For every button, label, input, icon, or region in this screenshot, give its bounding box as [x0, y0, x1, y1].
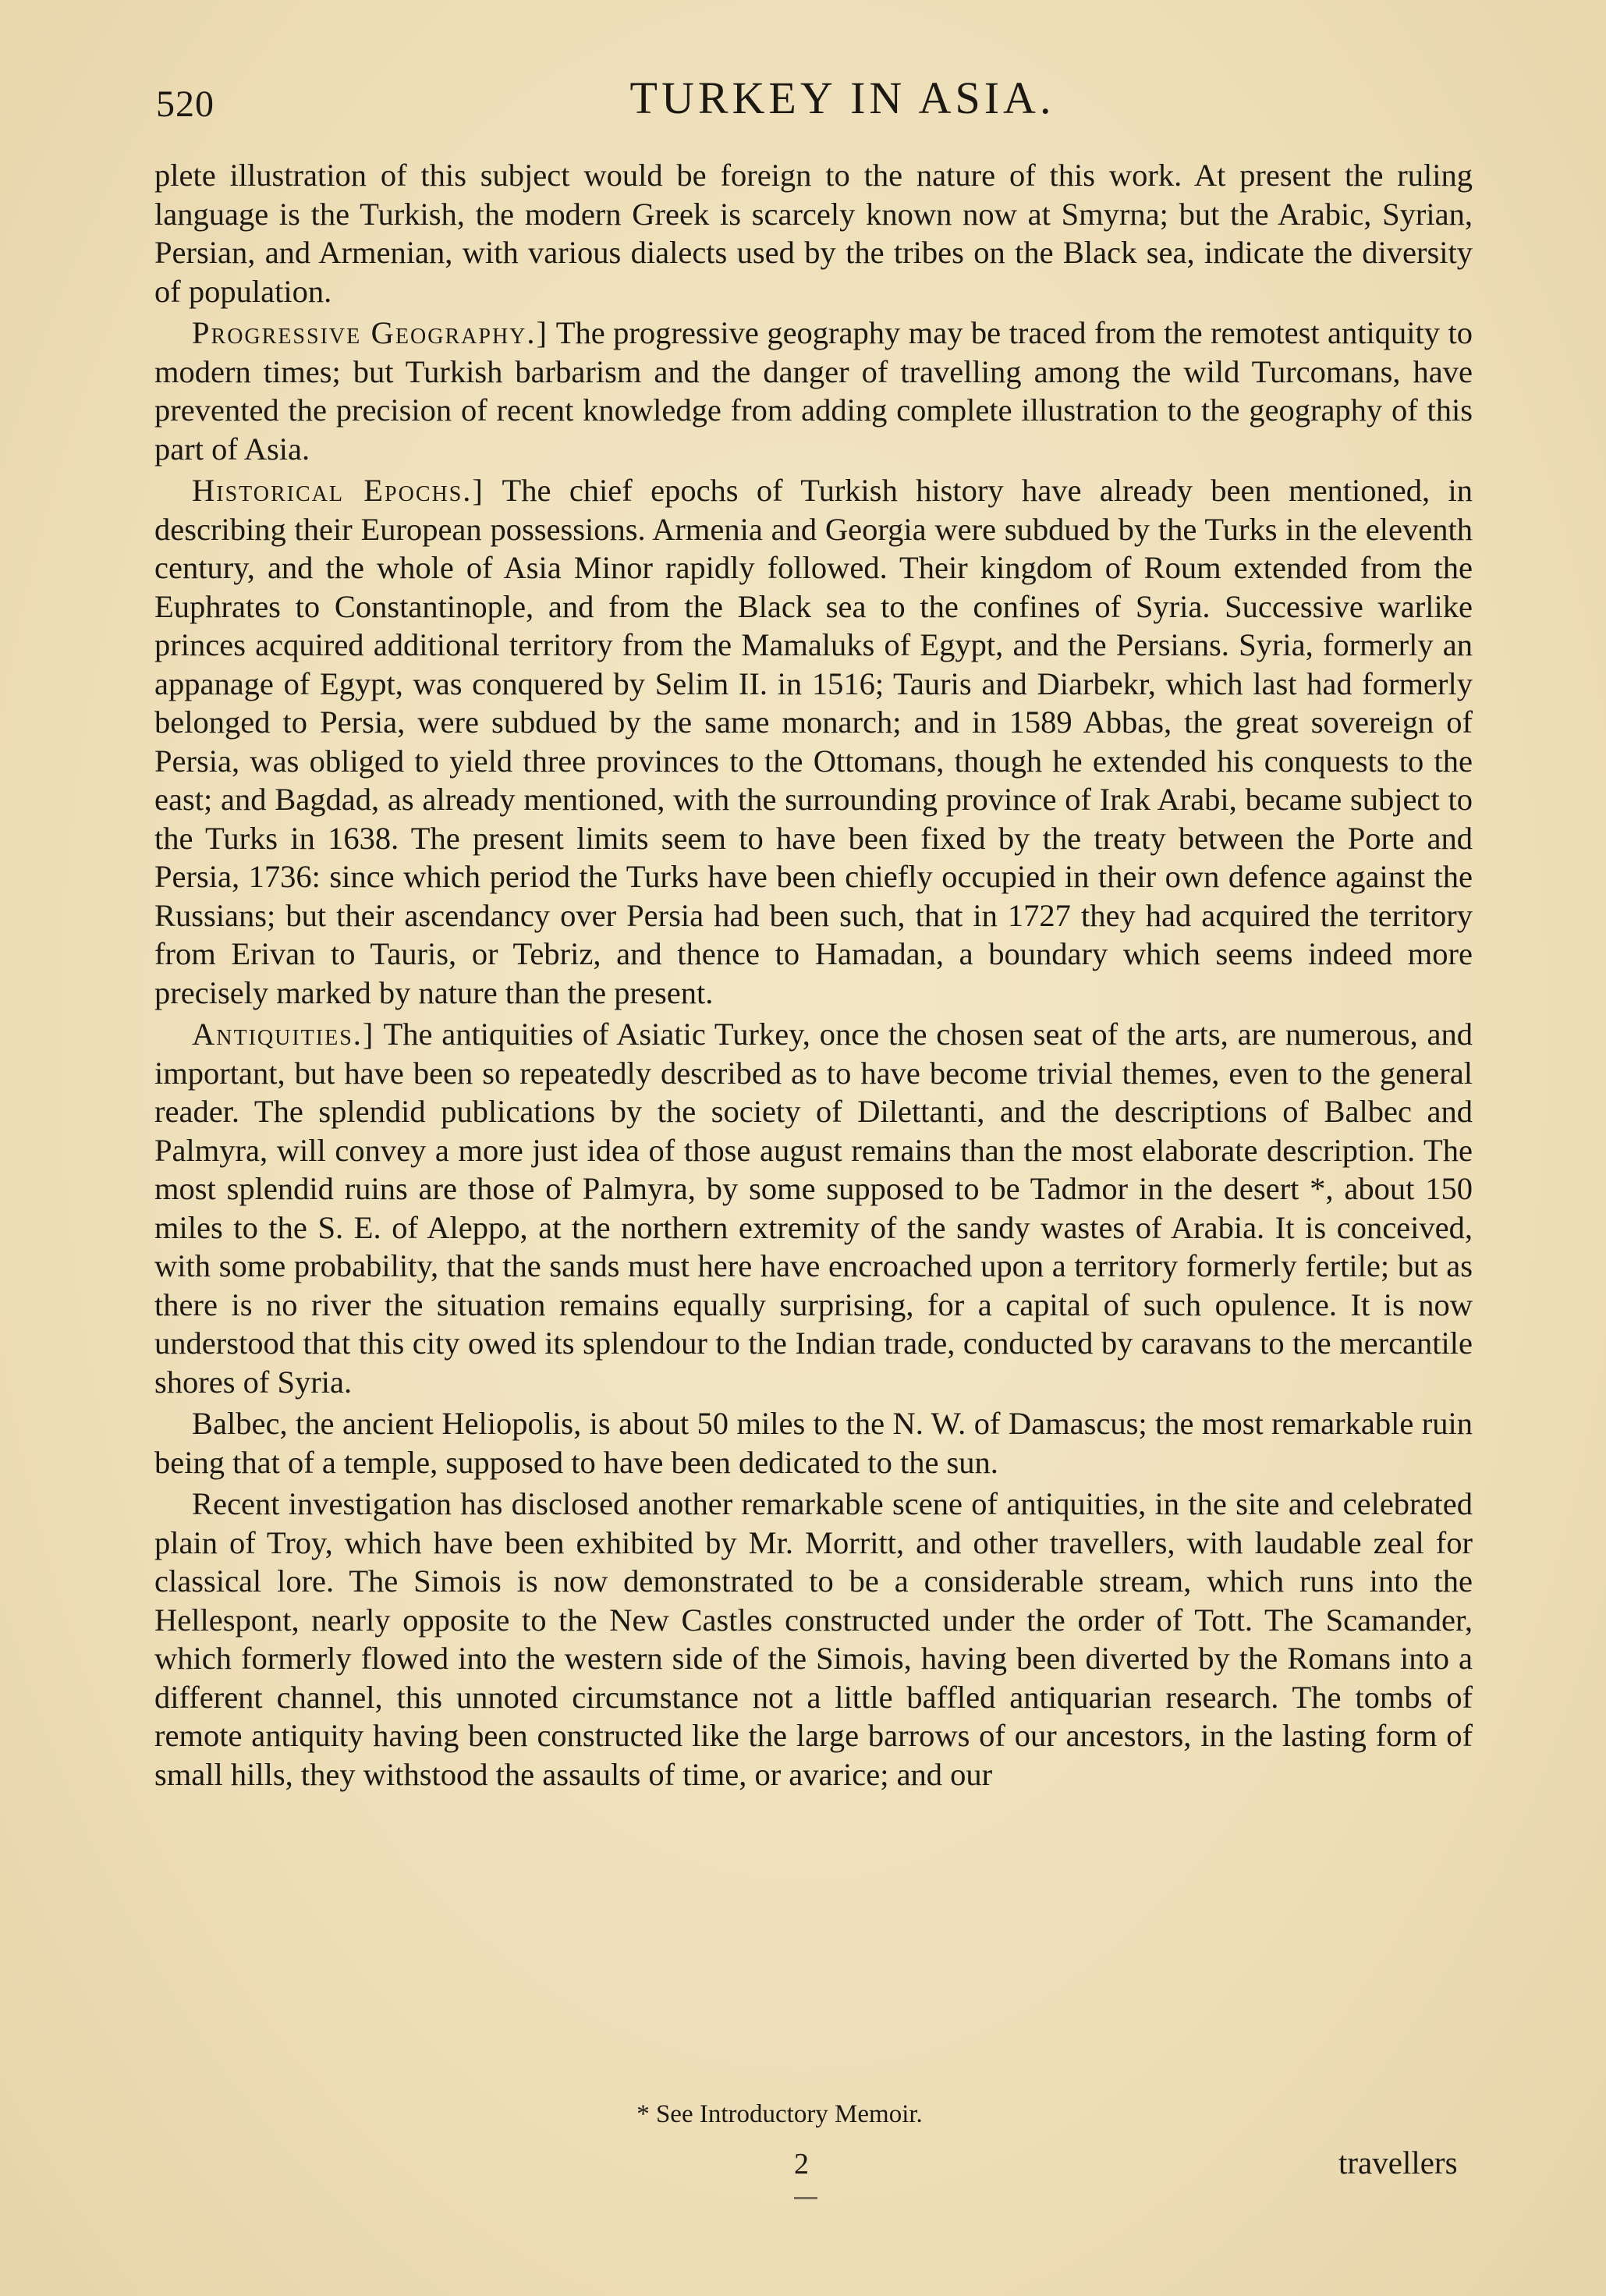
paragraph-text: The antiquities of Asiatic Turkey, once the chosen seat of the arts, are numerous, and important, but have been so repeatedly described as to have become trivial themes, even to the general reader. The splendid publications by the society of Dilettanti, and the descriptions of Balbec and Palmyra, will convey a more just idea of those august remains than the most elaborate description. The most splendid ruins are those of Palmyra, by some supposed to be Tadmor in the desert *, about 150 miles to the S. E. of Aleppo, at the northern extremity of the sandy wastes of Arabia. It is conceived, with some probability, that the sands must here have encroached upon a territory formerly fertile; but as there is no river the situation remains equally surprising, for a capital of such opulence. It is now understood that this city owed its splendour to the Indian trade, conducted by caravans to the mercantile shores of Syria. — [154, 1017, 1473, 1400]
paragraph-troy — [154, 1485, 1473, 1794]
signature-mark: 2 — [794, 2148, 809, 2181]
paragraph-historical-epochs — [154, 471, 1473, 1012]
running-title: TURKEY IN ASIA. — [629, 73, 1055, 123]
paragraph-text: The progressive geography may be traced from the remotest antiquity to modern times; but Turkish barbarism and the danger of travelling among the wild Turcomans, have prevented the precision of recent knowledge from adding complete illustration to the geography of this part of Asia. — [154, 315, 1473, 467]
page-header — [156, 72, 1482, 134]
catchword: travellers — [1338, 2145, 1458, 2181]
section-heading-historical-epochs: Historical Epochs.] — [192, 473, 484, 508]
paragraph-text: Recent investigation has disclosed another remarkable scene of antiquities, in the site and celebrated plain of Troy, which have been exhibited by Mr. Morritt, and other travellers, with laudable zeal for classical lore. The Simois is now demonstrated to be a considerable stream, which runs into the Hellespont, nearly opposite to the New Castles constructed under the order of Tott. The Scamander, which formerly flowed into the western side of the Simois, having been diverted by the Romans into a different channel, this unnoted circumstance not a little baffled antiquarian research. The tombs of remote antiquity having been constructed like the large barrows of our ancestors, in the lasting form of small hills, they withstood the assaults of time, or avarice; and our — [154, 1486, 1473, 1792]
paragraph-antiquities — [154, 1015, 1473, 1401]
paragraph-balbec — [154, 1404, 1473, 1482]
section-heading-antiquities: Antiquities.] — [192, 1017, 375, 1052]
paragraph-text: Balbec, the ancient Heliopolis, is about 50 miles to the N. W. of Damascus; the most remarkable ruin being that of a temple, supposed to have been dedicated to the sun. — [154, 1406, 1473, 1480]
paragraph-text: The chief epochs of Turkish history have already been mentioned, in describing their European possessions. Armenia and Georgia were subdued by the Turks in the eleventh century, and the whole of Asia Minor rapidly followed. Their kingdom of Roum extended from the Euphrates to Constantinople, and from the Black sea to the confines of Syria. Successive warlike princes acquired additional territory from the Mamaluks of Egypt, and the Persians. Syria, formerly an appanage of Egypt, was conquered by Selim II. in 1516; Tauris and Diarbekr, which last had formerly belonged to Persia, were subdued by the same monarch; and in 1589 Abbas, the great sovereign of Persia, was obliged to yield three provinces to the Ottomans, though he extended his conquests to the east; and Bagdad, as already mentioned, with the surrounding province of Irak Arabi, became subject to the Turks in 1638. The present limits seem to have been fixed by the treaty between the Porte and Persia, 1736: since which period the Turks have been chiefly occupied in their own defence against the Russians; but their ascendancy over Persia had been such, that in 1727 they had acquired the territory from Erivan to Tauris, or Tebriz, and thence to Hamadan, a boundary which seems indeed more precisely marked by nature than the present. — [154, 473, 1473, 1010]
signature-mark-underline — [794, 2197, 817, 2199]
page-number: 520 — [156, 83, 214, 125]
body-text — [154, 156, 1473, 1794]
paragraph-text: plete illustration of this subject would be foreign to the nature of this work. At present the ruling language is the Turkish, the modern Greek is scarcely known now at Smyrna; but the Arabic, Syrian, Persian, and Armenian, with various dialects used by the tribes on the Black sea, indicate the diversity of population. — [154, 158, 1473, 309]
footnote: * See Introductory Memoir. — [636, 2100, 923, 2128]
paragraph-progressive-geography — [154, 314, 1473, 468]
paragraph-language — [154, 156, 1473, 311]
section-heading-progressive-geography: Progressive Geography.] — [192, 315, 548, 350]
